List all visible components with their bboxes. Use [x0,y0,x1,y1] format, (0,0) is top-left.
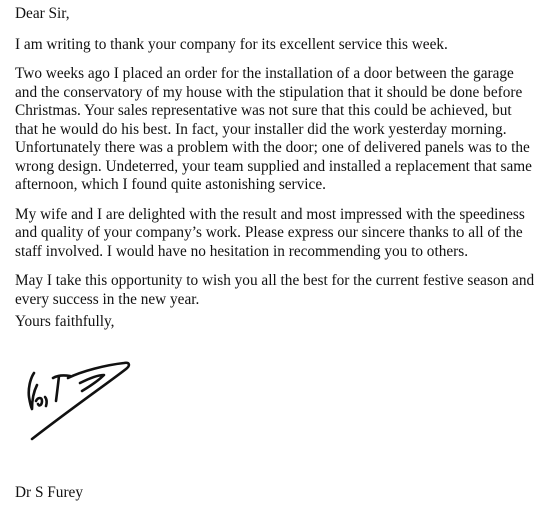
handwritten-signature [20,345,140,445]
paragraph-2: Two weeks ago I placed an order for the installation of a door between the garage and the conservatory of my house with the stipulation that it should be done before Christmas. Your sales representative was not sure that this could be achieved, but that he would do his best. In fact, your installer did the work yesterday morning. Unfortunately there was a problem with the door; one of delivered panels was to the wrong design. Undeterred, your team supplied and installed a replacement that same afternoon, which I found quite astonishing service. [15,65,532,193]
closing: Yours faithfully, [15,313,115,330]
paragraph-1: I am writing to thank your company for its excellent service this week. [15,35,448,53]
paragraph-3: My wife and I are delighted with the result and most impressed with the speediness and quality of your company’s work. Please express our sincere thanks to all of the staff involved. I would have no hesitation in recommending you to others. [15,205,525,260]
signer-name: Dr S Furey [15,484,83,501]
letter-body [15,5,535,309]
salutation: Dear Sir, [15,5,70,22]
paragraph-4: May I take this opportunity to wish you all the best for the current festive season and every success in the new year. [15,272,535,308]
